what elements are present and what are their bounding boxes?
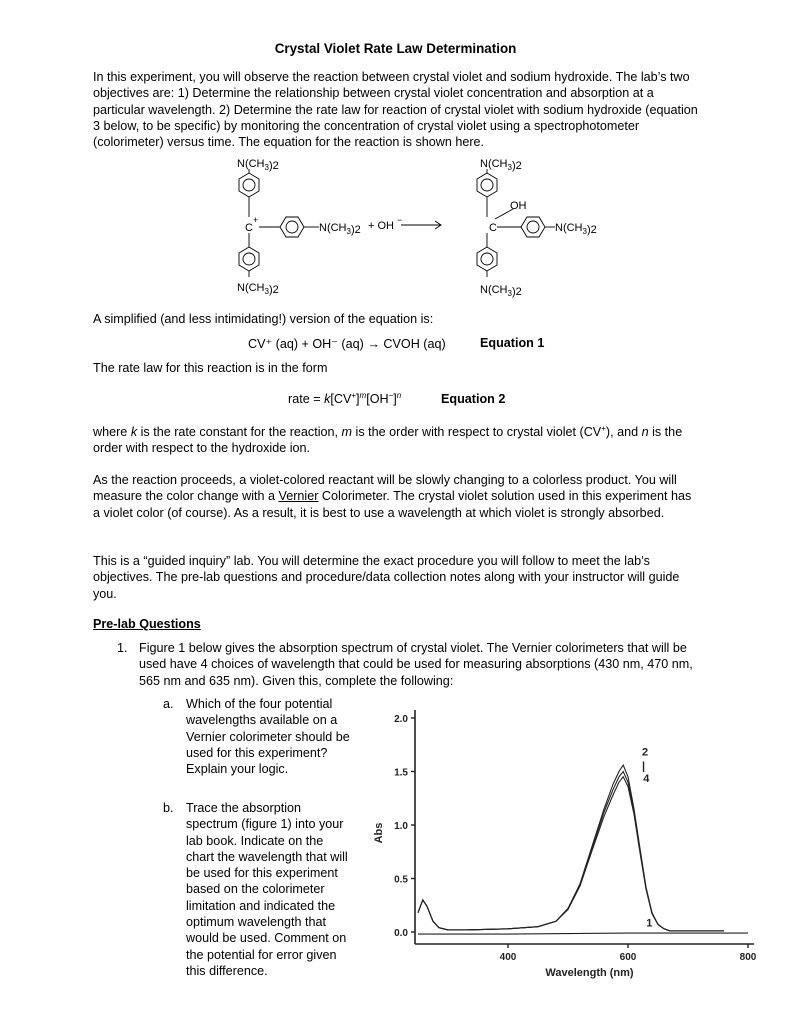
prelab-heading: Pre-lab Questions — [93, 617, 201, 631]
carbocation-charge: + — [253, 215, 259, 225]
top-left-nme2: N(CH — [237, 158, 265, 170]
hydroxyl-group: OH — [510, 200, 527, 212]
x-tick-label: 600 — [619, 952, 637, 963]
bottom-right-nme2: N(CH — [480, 284, 508, 296]
question-1b-text: Trace the absorption spectrum (figure 1) into your lab book. Indicate on the chart the wavelength that will be used for this experiment based on the colorimeter limitation and indicated the optimum wavelength that would be used. Comment on the potential for error given this difference. — [186, 801, 348, 978]
x-tick-label: 400 — [499, 952, 517, 963]
y-axis-label: Abs — [373, 822, 385, 844]
series-line-2 — [418, 765, 724, 931]
hydroxide-charge: − — [397, 215, 403, 225]
svg-text:N(CH3)2: $N(CH_3)2$ — [237, 282, 279, 296]
simplified-intro: A simplified (and less intimidating!) version of the equation is: — [93, 312, 434, 326]
series-line-3 — [418, 772, 724, 931]
series-line-1 — [418, 933, 748, 934]
equation-1: CV⁺ (aq) + OH⁻ (aq) → CVOH (aq) — [248, 337, 446, 351]
intro-paragraph: In this experiment, you will observe the reaction between crystal violet and sodium hydroxide. The lab’s two objectives are: 1) Determine the relationship between crystal violet concentration and absorption at a particular wavelength. 2) Determine the rate law for reaction of crystal violet with sodium hydroxide (equation 3 below, to be specific) by monitoring the concentration of crystal violet using a spectrophotometer (colorimeter) versus time. The equation for the reaction is shown here. — [93, 70, 698, 150]
hydroxide-reactant: + OH — [368, 220, 394, 232]
curve-label: 4 — [643, 773, 650, 786]
question-1b-label: b. — [163, 801, 174, 815]
middle-nme2: N(CH — [319, 222, 347, 234]
product-c: C — [489, 222, 497, 234]
question-1a-label: a. — [163, 697, 174, 711]
rate-law-intro: The rate law for this reaction is in the form — [93, 361, 328, 375]
svg-text:N(CH3)2: $N(CH_3)2$ — [480, 158, 522, 172]
svg-text:N(CH3)2: $N(CH_3)2$ — [237, 158, 279, 172]
y-tick-label: 2.0 — [394, 714, 408, 725]
series-line-4 — [418, 777, 724, 931]
y-tick-label: 1.0 — [394, 821, 408, 832]
y-tick-label: 0.0 — [394, 928, 408, 939]
carbocation-c: C — [245, 222, 253, 234]
equation-2: rate = $k[CV^+]^m[OH^-]^n$ — [288, 390, 402, 406]
document-title: Crystal Violet Rate Law Determination — [274, 41, 517, 56]
x-tick-label: 800 — [739, 952, 757, 963]
equation-1-label: Equation 1 — [480, 336, 545, 350]
reaction-proceeds-paragraph: As the reaction proceeds, a violet-colored reactant will be slowly changing to a colorless product. You will measure the color change with a Vernier Colorimeter. The crystal violet solution used in this experiment has a violet color (of course). As a result, it is best to use a wavelength at which violet is strongly absorbed. — [93, 473, 692, 520]
product-right-nme2: N(CH — [555, 222, 583, 234]
svg-text:N(CH3)2: $N(CH_3)2$ — [319, 222, 361, 236]
curve-label: 1 — [646, 917, 653, 930]
top-right-nme2: N(CH — [480, 158, 508, 170]
curve-label: 2 — [642, 746, 649, 759]
question-1-number: 1. — [117, 641, 128, 655]
equation-2-label: Equation 2 — [441, 392, 506, 406]
x-axis-label: Wavelength (nm) — [545, 967, 634, 979]
rate-constant-paragraph: where k is the rate constant for the reaction, m is the order with respect to crystal violet (CV+), and n is the order with respect to the hydroxide ion. — [93, 423, 683, 456]
curve-label: | — [642, 760, 646, 773]
question-1a-text: Which of the four potential wavelengths available on a Vernier colorimeter should be used for this experiment? Explain your logic. — [186, 697, 350, 777]
absorption-spectrum-chart — [360, 700, 770, 1000]
svg-text:N(CH3)2: $N(CH_3)2$ — [555, 222, 597, 236]
y-tick-label: 0.5 — [394, 874, 408, 886]
reaction-structure-diagram — [225, 155, 615, 300]
question-1-text: Figure 1 below gives the absorption spectrum of crystal violet. The Vernier colorimeters that will be used have 4 choices of wavelength that could be used for measuring absorptions (430 nm, 470 nm, 565 nm and 635 nm). Given this, complete the following: — [139, 641, 693, 688]
bottom-left-nme2: N(CH — [237, 282, 265, 294]
guided-inquiry-paragraph: This is a “guided inquiry” lab. You will determine the exact procedure you will follow to meet the lab’s objectives. The pre-lab questions and procedure/data collection notes along with your instructor will guide you. — [93, 554, 680, 601]
y-tick-label: 1.5 — [394, 767, 408, 779]
svg-text:N(CH3)2: $N(CH_3)2$ — [480, 284, 522, 298]
